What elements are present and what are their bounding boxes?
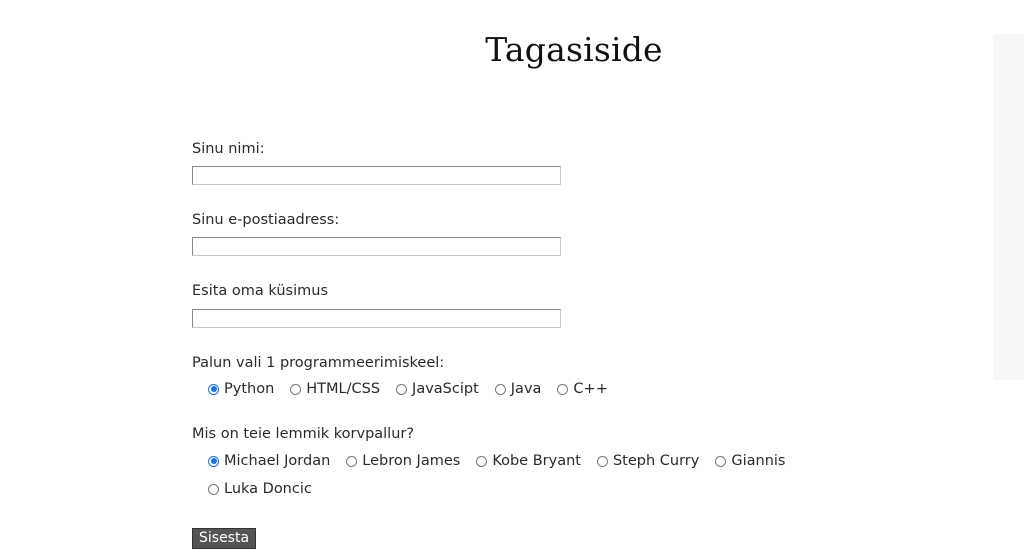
radio-label: Michael Jordan — [224, 453, 331, 469]
radio-button[interactable] — [495, 384, 506, 395]
radio-button[interactable] — [396, 384, 407, 395]
radio-html-css[interactable] — [290, 381, 380, 397]
side-panel — [993, 34, 1024, 380]
name-input[interactable] — [192, 166, 561, 185]
radio-button[interactable] — [715, 456, 726, 467]
submit-button[interactable]: Sisesta — [192, 528, 256, 549]
radio-label: Giannis — [731, 453, 786, 469]
email-label: Sinu e-postiaadress: — [192, 212, 340, 228]
question-label: Esita oma küsimus — [192, 283, 329, 299]
radio-label: HTML/CSS — [306, 381, 381, 397]
radio-label: C++ — [573, 381, 608, 397]
radio-kobe-bryant[interactable] — [476, 453, 581, 469]
radio-button[interactable] — [208, 384, 219, 395]
radio-label: Kobe Bryant — [492, 453, 581, 469]
player-question-label: Mis on teie lemmik korvpallur? — [192, 426, 415, 442]
language-radio-group — [208, 381, 624, 397]
radio-label: JavaScipt — [412, 381, 479, 397]
radio-luka-doncic[interactable] — [208, 481, 312, 497]
radio-button[interactable] — [476, 456, 487, 467]
radio-button[interactable] — [346, 456, 357, 467]
radio-lebron-james[interactable] — [346, 453, 460, 469]
player-radio-group-row2 — [208, 481, 328, 497]
radio-cpp[interactable] — [557, 381, 607, 397]
question-input[interactable] — [192, 309, 561, 328]
radio-button[interactable] — [208, 484, 219, 495]
radio-python[interactable] — [208, 381, 274, 397]
radio-button[interactable] — [597, 456, 608, 467]
radio-button[interactable] — [557, 384, 568, 395]
radio-label: Luka Doncic — [224, 481, 312, 497]
player-radio-group — [208, 453, 801, 469]
radio-giannis[interactable] — [715, 453, 785, 469]
radio-button[interactable] — [208, 456, 219, 467]
name-label: Sinu nimi: — [192, 141, 265, 157]
radio-steph-curry[interactable] — [597, 453, 699, 469]
radio-java[interactable] — [495, 381, 542, 397]
language-question-label: Palun vali 1 programmeerimiskeel: — [192, 355, 445, 371]
email-input[interactable] — [192, 237, 561, 256]
radio-label: Lebron James — [362, 453, 461, 469]
radio-label: Python — [224, 381, 275, 397]
page-title: Tagasiside — [485, 30, 663, 69]
radio-button[interactable] — [290, 384, 301, 395]
radio-javascript[interactable] — [396, 381, 479, 397]
radio-label: Java — [510, 381, 542, 397]
radio-michael-jordan[interactable] — [208, 453, 330, 469]
radio-label: Steph Curry — [612, 453, 700, 469]
